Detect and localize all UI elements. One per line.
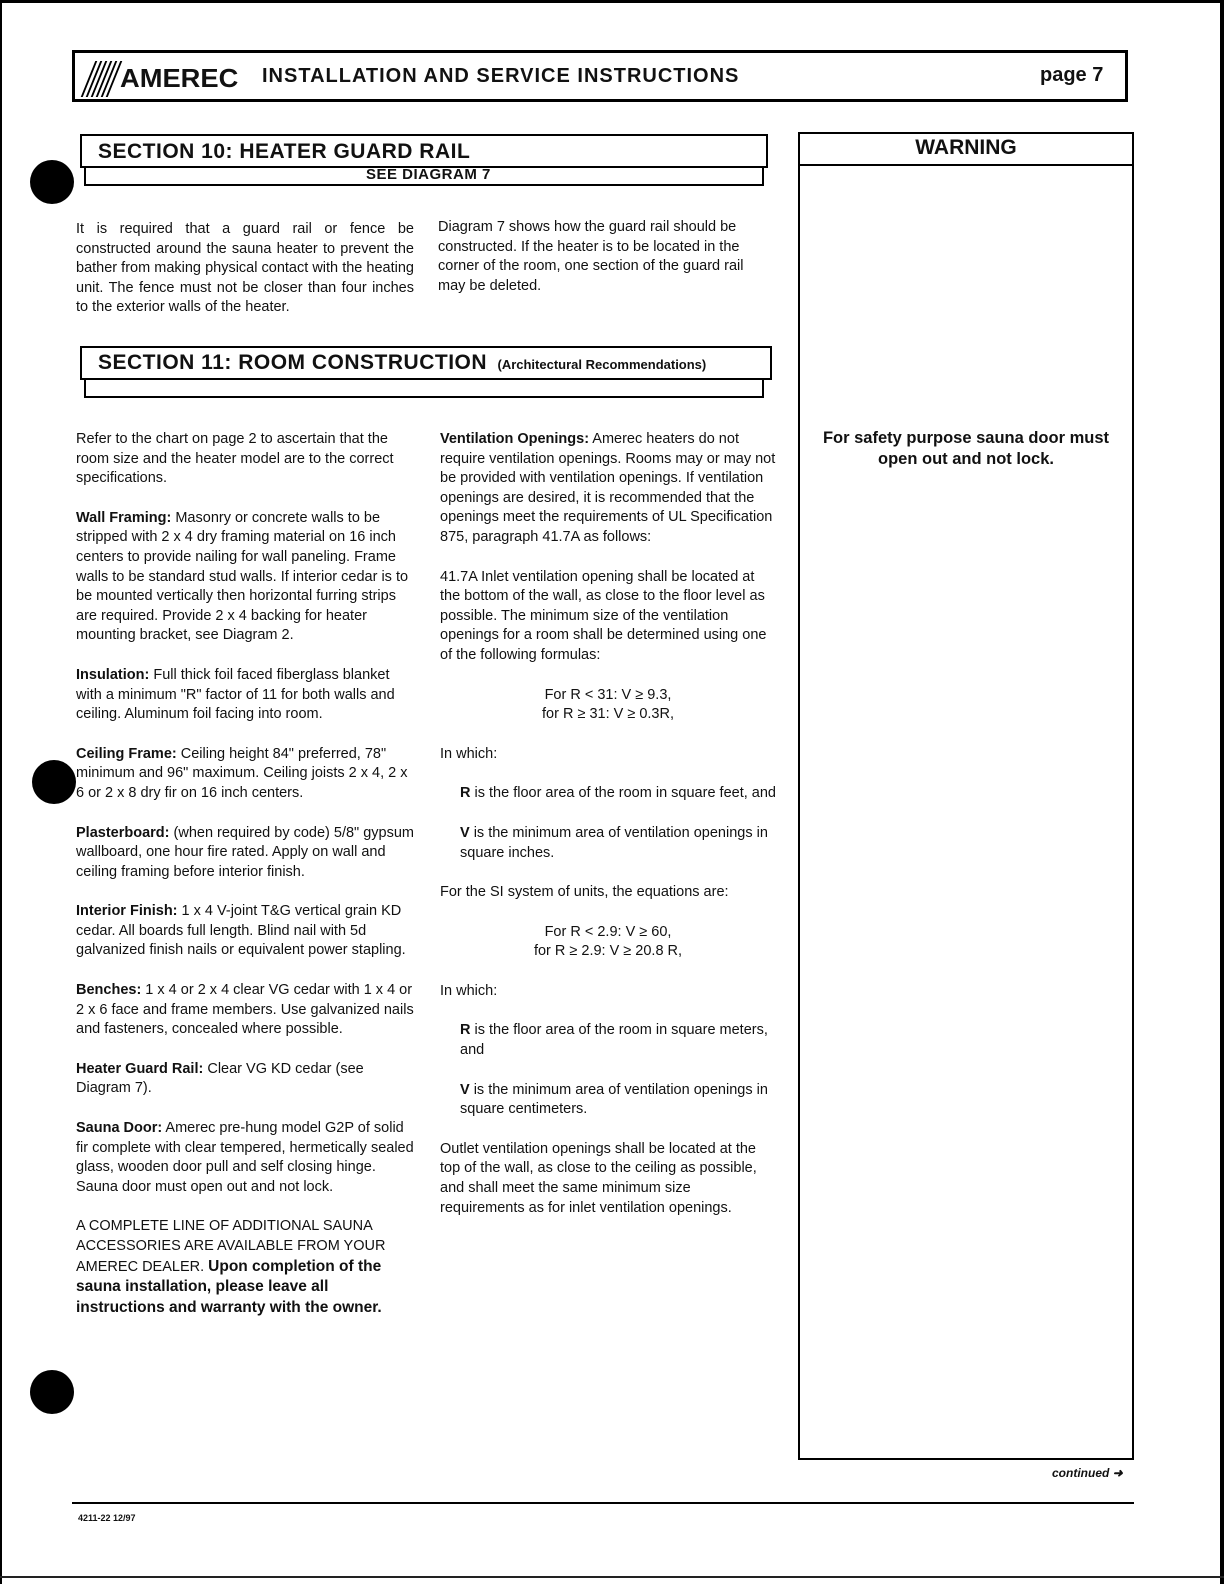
warning-text: For safety purpose sauna door must open out and not lock. — [822, 429, 1110, 468]
formula-imperial-line1: For R < 31: V ≥ 9.3, — [544, 686, 672, 703]
v-definition-1-text: is the minimum area of ventilation openings in square inches. — [460, 824, 768, 861]
section10-right-paragraph: Diagram 7 shows how the guard rail should be constructed. If the heater is to be located in the corner of the room, one section of the guard rail may be deleted. — [438, 219, 744, 294]
insulation-label: Insulation: — [76, 666, 150, 683]
section11-right-column — [440, 430, 776, 1238]
plasterboard-text: (when required by code) 5/8" gypsum wallboard, one hour fire rated. Apply on wall and ceiling framing before interior finish. — [76, 824, 415, 880]
left-border — [0, 0, 2, 1584]
document-code: 4211-22 12/97 — [78, 1513, 136, 1523]
wall-framing-text: Masonry or concrete walls to be stripped with 2 x 4 dry framing material on 16 inch centers to provide nailing for wall paneling. Frame walls to be standard stud walls. If interior cedar is to be mounted vertically then horizontal furring strips are required. Provide 2 x 4 backing for heater mounting bracket, see Diagram 2. — [76, 509, 409, 644]
heater-guard-rail-label: Heater Guard Rail: — [76, 1060, 204, 1077]
heater-guard-rail-paragraph — [76, 1060, 416, 1099]
v-definition-1 — [440, 824, 776, 863]
ventilation-text: Amerec heaters do not require ventilation openings. Rooms may or may not be provided with ventilation openings. If ventilation openings are desired, it is recommended that the openings meet the requirements of UL Specification 875, paragraph 41.7A as follows: — [440, 431, 776, 545]
ceiling-frame-paragraph — [76, 745, 416, 804]
warning-panel — [798, 132, 1134, 1460]
section11-heading — [98, 351, 706, 375]
formula-imperial — [440, 686, 776, 725]
r-letter-1: R — [460, 785, 471, 802]
section11-left-column — [76, 430, 416, 1338]
document-title: INSTALLATION AND SERVICE INSTRUCTIONS — [262, 65, 740, 87]
insulation-paragraph — [76, 666, 416, 725]
warning-title: WARNING — [798, 132, 1134, 166]
formula-imperial-line2: for R ≥ 31: V ≥ 0.3R, — [542, 706, 674, 723]
bottom-border — [0, 1576, 1224, 1578]
v-definition-2-text: is the minimum area of ventilation openings in square centimeters. — [460, 1081, 768, 1118]
arrow-right-icon: ➜ — [1112, 1466, 1123, 1480]
interior-finish-paragraph — [76, 902, 416, 961]
insulation-text: Full thick foil faced fiberglass blanket with a minimum "R" factor of 11 for both walls and ceiling. Aluminum foil facing into room. — [76, 666, 395, 723]
ventilation-paragraph — [440, 430, 776, 548]
plasterboard-label: Plasterboard: — [76, 824, 170, 841]
logo-text: AMEREC — [120, 62, 239, 93]
interior-finish-text: 1 x 4 V-joint T&G vertical grain KD cedar. All boards full length. Blind nail with 5d galvanized finish nails or equivalent power stapling. — [76, 903, 406, 959]
section10-left-paragraph: It is required that a guard rail or fence be constructed around the sauna heater to prevent the bather from making physical contact with the heating unit. The fence must not be closer than four inches to the exterior walls of the heater. — [76, 221, 414, 316]
section11-title: SECTION 11: ROOM CONSTRUCTION — [98, 351, 488, 374]
binder-hole-1 — [30, 160, 74, 204]
v-letter-1: V — [460, 824, 470, 841]
wall-framing-paragraph — [76, 509, 416, 646]
section10-title: SECTION 10: HEATER GUARD RAIL — [98, 140, 471, 163]
sauna-door-paragraph — [76, 1119, 416, 1197]
ventilation-label: Ventilation Openings: — [440, 431, 590, 447]
intro-paragraph: Refer to the chart on page 2 to ascertain that the room size and the heater model are to the correct specifications. — [76, 431, 394, 487]
v-letter-2: V — [460, 1081, 470, 1098]
closing-paragraph — [76, 1217, 416, 1318]
si-units-intro: For the SI system of units, the equations are: — [440, 884, 729, 901]
closing-bold-text: Upon completion of the sauna installation, please leave all instructions and warranty with the owner. — [76, 1257, 382, 1316]
inlet-paragraph: 41.7A Inlet ventilation opening shall be located at the bottom of the wall, as close to the floor level as possible. The minimum size of the ventilation openings for a room shall be determined using one of the following formulas: — [440, 568, 767, 663]
formula-si — [440, 923, 776, 962]
benches-paragraph — [76, 981, 416, 1040]
wall-framing-label: Wall Framing: — [76, 509, 172, 526]
formula-si-line2: for R ≥ 2.9: V ≥ 20.8 R, — [533, 943, 683, 960]
benches-text: 1 x 4 or 2 x 4 clear VG cedar with 1 x 4 or 2 x 6 face and frame members. Use galvanized nails and fasteners, concealed where possible. — [76, 982, 414, 1038]
v-definition-2 — [440, 1081, 776, 1120]
outlet-paragraph: Outlet ventilation openings shall be located at the top of the wall, as close to the ceiling as possible, and shall meet the same minimum size requirements as for inlet ventilation openings. — [440, 1140, 757, 1216]
section10-subtitle: SEE DIAGRAM 7 — [366, 166, 491, 183]
benches-label: Benches: — [76, 982, 142, 999]
r-definition-2-text: is the floor area of the room in square meters, and — [460, 1022, 768, 1059]
in-which-2: In which: — [440, 982, 498, 999]
ceiling-frame-label: Ceiling Frame: — [76, 745, 177, 762]
r-definition-2 — [440, 1021, 776, 1060]
interior-finish-label: Interior Finish: — [76, 903, 178, 920]
in-which-1: In which: — [440, 745, 498, 762]
binder-hole-3 — [30, 1370, 74, 1414]
r-definition-1-text: is the floor area of the room in square feet, and — [474, 785, 776, 802]
ceiling-frame-text: Ceiling height 84" preferred, 78" minimum and 96" maximum. Ceiling joists 2 x 4, 2 x 6 or 2 x 8 dry fir on 16 inch centers. — [76, 745, 408, 801]
r-definition-1 — [440, 784, 776, 804]
closing-text: A COMPLETE LINE OF ADDITIONAL SAUNA ACCESSORIES ARE AVAILABLE FROM YOUR AMEREC DEALER. — [76, 1218, 386, 1275]
continued-text: continued — [1052, 1466, 1110, 1480]
sauna-door-label: Sauna Door: — [76, 1120, 163, 1137]
section11-underline-box — [84, 378, 764, 398]
amerec-logo — [84, 58, 239, 98]
sauna-door-text: Amerec pre-hung model G2P of solid fir complete with clear tempered, hermetically sealed glass, wooden door pull and self closing hinge. Sauna door must open out and not lock. — [76, 1120, 414, 1195]
binder-hole-2 — [32, 760, 76, 804]
footer-rule — [72, 1502, 1134, 1504]
formula-si-line1: For R < 2.9: V ≥ 60, — [544, 923, 672, 940]
heater-guard-rail-text: Clear VG KD cedar (see Diagram 7). — [76, 1060, 364, 1097]
r-letter-2: R — [460, 1022, 471, 1039]
logo-stripes-icon — [84, 59, 118, 97]
continued-label — [1052, 1466, 1123, 1480]
page-number: page 7 — [1040, 64, 1104, 86]
right-border — [1220, 0, 1224, 1584]
section11-subtitle: (Architectural Recommendations) — [497, 357, 707, 372]
plasterboard-paragraph — [76, 824, 416, 883]
top-border — [0, 0, 1224, 3]
